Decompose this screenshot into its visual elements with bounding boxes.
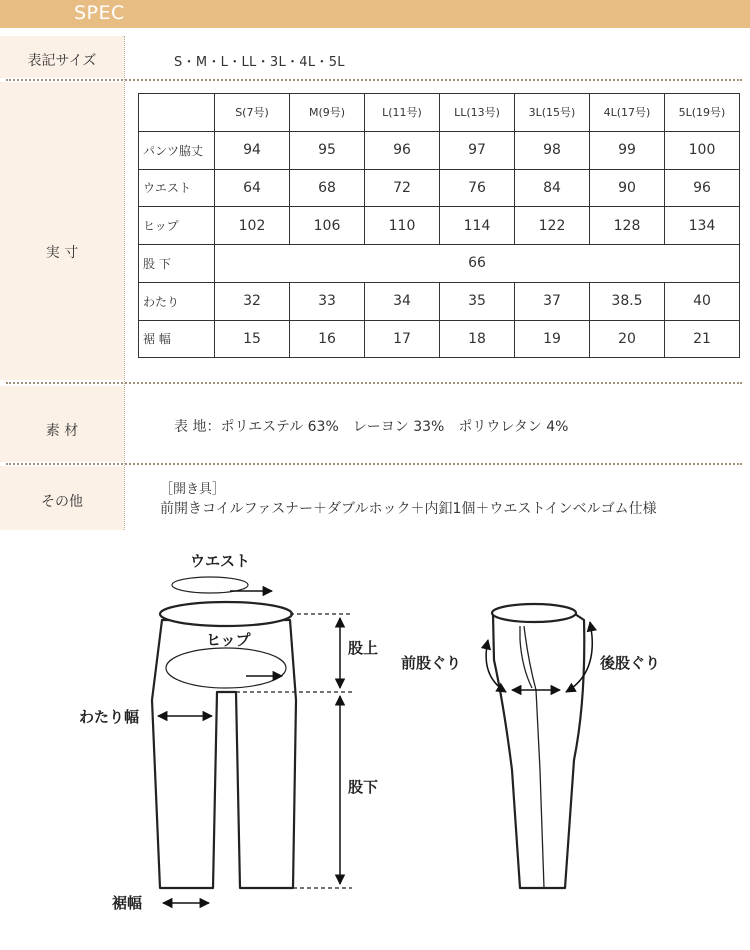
measurement-diagram (0, 530, 750, 950)
column-header: 3L(15号) (515, 94, 590, 132)
spec-title: SPEC (74, 2, 125, 24)
table-cell: 110 (365, 207, 440, 245)
row-header: わたり (139, 282, 215, 320)
table-cell: 102 (215, 207, 290, 245)
table-cell: 84 (515, 169, 590, 207)
column-header: L(11号) (365, 94, 440, 132)
table-cell: 114 (440, 207, 515, 245)
label-measure: 実 寸 (45, 245, 79, 261)
column-header: 5L(19号) (665, 94, 740, 132)
table-cell: 128 (590, 207, 665, 245)
other-heading: ［開き具］ (160, 482, 226, 497)
table-cell: 32 (215, 282, 290, 320)
table-cell: 68 (290, 169, 365, 207)
table-cell: 19 (515, 320, 590, 358)
label-waist: ウエスト (190, 552, 251, 570)
spec-header-bar (0, 0, 750, 28)
table-cell: 20 (590, 320, 665, 358)
table-cell: 17 (365, 320, 440, 358)
table-cell: 64 (215, 169, 290, 207)
label-hem: 裾幅 (112, 894, 143, 912)
table-cell: 106 (290, 207, 365, 245)
table-cell: 21 (665, 320, 740, 358)
material-text: 表 地：ポリエステル 63% レーヨン 33% ポリウレタン 4% (174, 419, 569, 435)
pants-side-illustration (492, 604, 584, 888)
row-header: パンツ脇丈 (139, 131, 215, 169)
table-row (139, 131, 740, 169)
table-cell: 18 (440, 320, 515, 358)
table-cell: 72 (365, 169, 440, 207)
table-cell: 95 (290, 131, 365, 169)
table-cell: 90 (590, 169, 665, 207)
table-cell: 96 (365, 131, 440, 169)
table-header-row (139, 94, 740, 132)
label-back-rise: 後股ぐり (600, 654, 661, 672)
column-header: LL(13号) (440, 94, 515, 132)
table-cell: 33 (290, 282, 365, 320)
row-divider (6, 463, 742, 465)
row-header: 股 下 (139, 245, 215, 283)
table-cell: 76 (440, 169, 515, 207)
label-size: 表記サイズ (27, 53, 97, 69)
table-corner-cell (139, 94, 215, 132)
row-header: 裾 幅 (139, 320, 215, 358)
table-cell: 94 (215, 131, 290, 169)
size-list: S・M・L・LL・3L・4L・5L (174, 55, 345, 70)
table-cell-merged: 66 (215, 245, 740, 283)
table-cell: 97 (440, 131, 515, 169)
row-header: ヒップ (139, 207, 215, 245)
label-inseam: 股下 (348, 778, 379, 796)
column-header: M(9号) (290, 94, 365, 132)
column-header: S(7号) (215, 94, 290, 132)
table-cell: 16 (290, 320, 365, 358)
column-header: 4L(17号) (590, 94, 665, 132)
table-cell: 35 (440, 282, 515, 320)
measurement-table (138, 93, 740, 358)
table-cell: 15 (215, 320, 290, 358)
table-row (139, 282, 740, 320)
table-row (139, 207, 740, 245)
other-detail: 前開きコイルファスナー＋ダブルホック＋内釦1個＋ウエストインベルゴム仕様 (160, 501, 657, 517)
label-material: 素 材 (45, 423, 79, 439)
label-bg-measure (0, 82, 124, 380)
row-divider (6, 79, 742, 81)
row-divider (6, 382, 742, 384)
label-rise: 股上 (348, 639, 379, 657)
table-cell: 100 (665, 131, 740, 169)
table-cell: 34 (365, 282, 440, 320)
label-hip: ヒップ (206, 631, 251, 649)
table-cell: 38.5 (590, 282, 665, 320)
table-row (139, 320, 740, 358)
table-cell: 99 (590, 131, 665, 169)
table-cell: 37 (515, 282, 590, 320)
table-row (139, 169, 740, 207)
label-other: その他 (41, 494, 83, 510)
label-thigh: わたり幅 (79, 708, 140, 726)
vertical-divider (124, 36, 125, 530)
table-cell: 40 (665, 282, 740, 320)
table-cell: 96 (665, 169, 740, 207)
table-cell: 134 (665, 207, 740, 245)
table-cell: 98 (515, 131, 590, 169)
table-row (139, 245, 740, 283)
table-cell: 122 (515, 207, 590, 245)
row-header: ウエスト (139, 169, 215, 207)
label-front-rise: 前股ぐり (401, 654, 462, 672)
